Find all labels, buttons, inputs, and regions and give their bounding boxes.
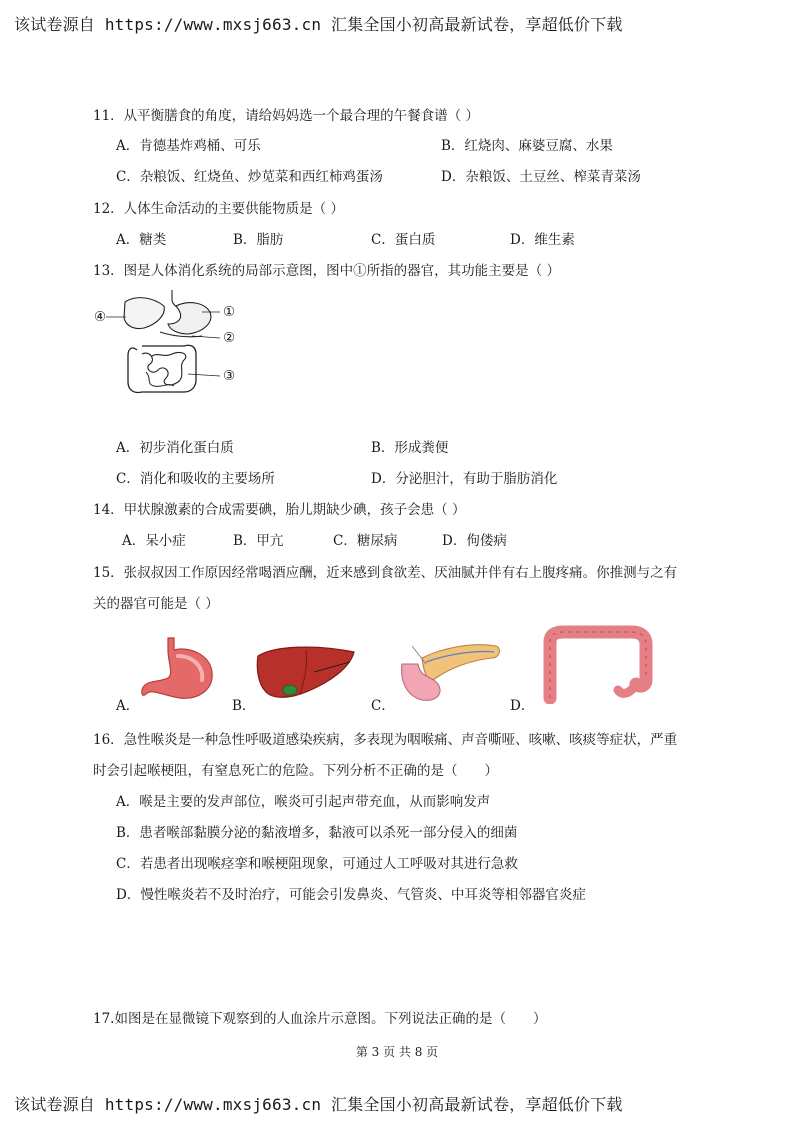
- liver-shape: [124, 298, 164, 329]
- small-intestine-shape: [142, 352, 186, 385]
- question-13-option-b: B．形成粪便: [371, 440, 449, 456]
- question-17-stem: 17.如图是在显微镜下观察到的人血涂片示意图。下列说法正确的是（ ）: [93, 1011, 547, 1027]
- diagram-label-2: ②: [223, 330, 236, 346]
- question-13-stem: 13．图是人体消化系统的局部示意图，图中①所指的器官，其功能主要是（ ）: [93, 263, 560, 279]
- question-14-option-d: D．佝偻病: [442, 533, 507, 549]
- diagram-label-3: ③: [223, 368, 236, 384]
- leader-line-3: [188, 374, 220, 376]
- pancreas-image: [392, 634, 504, 704]
- stomach-shape: [168, 303, 211, 334]
- question-11-option-a: A．肯德基炸鸡桶、可乐: [116, 138, 261, 154]
- question-14-option-b: B．甲亢: [233, 533, 284, 549]
- diagram-label-1: ①: [223, 304, 236, 320]
- question-16-option-a: A．喉是主要的发声部位，喉炎可引起声带充血，从而影响发声: [116, 794, 491, 810]
- question-12-option-b: B．脂肪: [233, 232, 284, 248]
- question-14-option-a: A．呆小症: [122, 533, 186, 549]
- question-15-stem-line2: 关的器官可能是（ ）: [93, 596, 219, 612]
- question-12-option-a: A．糖类: [116, 232, 167, 248]
- page-footer: 第 3 页 共 8 页: [355, 1045, 439, 1059]
- question-13-option-a: A．初步消化蛋白质: [116, 440, 234, 456]
- question-11-stem: 11．从平衡膳食的角度，请给妈妈选一个最合理的午餐食谱（ ）: [93, 108, 479, 124]
- liver-image: [254, 642, 358, 704]
- question-12-option-d: D．维生素: [510, 232, 575, 248]
- question-16-stem-line1: 16．急性喉炎是一种急性呼吸道感染疾病，多表现为咽喉痛、声音嘶哑、咳嗽、咳痰等症状，严重: [93, 732, 678, 748]
- question-15-option-b: B．: [232, 698, 256, 714]
- question-15-option-d: D．: [510, 698, 535, 714]
- question-14-option-c: C．糖尿病: [333, 533, 398, 549]
- question-16-option-c: C．若患者出现喉痉挛和喉梗阻现象，可通过人工呼吸对其进行急救: [116, 856, 518, 872]
- stomach-image: [138, 636, 220, 704]
- large-intestine-image: [536, 624, 660, 704]
- question-16-option-d: D．慢性喉炎若不及时治疗，可能会引发鼻炎、气管炎、中耳炎等相邻器官炎症: [116, 887, 586, 903]
- question-13-option-d: D．分泌胆汁，有助于脂肪消化: [371, 471, 558, 487]
- question-15-option-a: A．: [116, 698, 140, 714]
- question-11-option-d: D．杂粮饭、土豆丝、榨菜青菜汤: [441, 169, 641, 185]
- question-12-option-c: C．蛋白质: [371, 232, 436, 248]
- question-12-stem: 12．人体生命活动的主要供能物质是（ ）: [93, 201, 344, 217]
- question-14-stem: 14．甲状腺激素的合成需要碘，胎儿期缺少碘，孩子会患（ ）: [93, 502, 466, 518]
- question-11-option-b: B．红烧肉、麻婆豆腐、水果: [441, 138, 613, 154]
- question-13-option-c: C．消化和吸收的主要场所: [116, 471, 275, 487]
- diagram-label-4: ④: [94, 309, 107, 325]
- question-11-option-c: C．杂粮饭、红烧鱼、炒苋菜和西红柿鸡蛋汤: [116, 169, 383, 185]
- question-16-stem-line2: 时会引起喉梗阻，有窒息死亡的危险。下列分析不正确的是（ ）: [93, 763, 498, 779]
- source-banner-top: 该试卷源自 https://www.mxsj663.cn 汇集全国小初高最新试卷，享超低价下载: [14, 15, 623, 34]
- question-15-stem-line1: 15．张叔叔因工作原因经常喝酒应酬，近来感到食欲差、厌油腻并伴有右上腹疼痛。你推测与之有: [93, 565, 678, 581]
- question-16-option-b: B．患者喉部黏膜分泌的黏液增多，黏液可以杀死一部分侵入的细菌: [116, 825, 518, 841]
- source-banner-bottom: 该试卷源自 https://www.mxsj663.cn 汇集全国小初高最新试卷，享超低价下载: [14, 1095, 623, 1114]
- question-15-option-c: C．: [371, 698, 395, 714]
